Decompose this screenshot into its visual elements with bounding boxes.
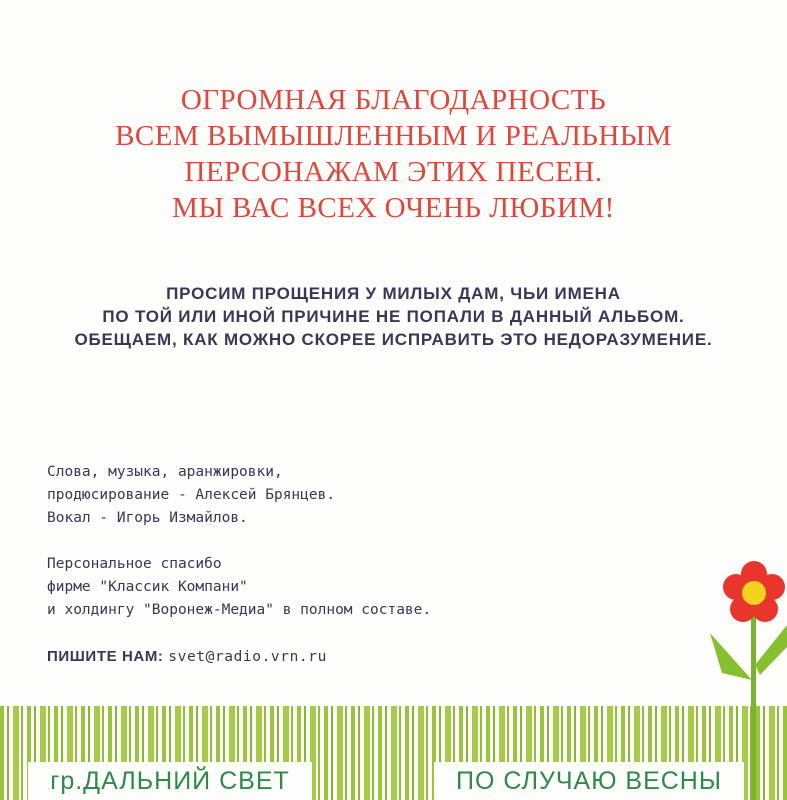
headline-line-2: ВСЕМ ВЫМЫШЛЕННЫМ И РЕАЛЬНЫМ	[115, 120, 672, 152]
band-name: гр.ДАЛЬНИЙ СВЕТ	[50, 766, 290, 795]
apology-line-1: ПРОСИМ ПРОЩЕНИЯ У МИЛЫХ ДАМ, ЧЬИ ИМЕНА	[166, 284, 621, 303]
flower-head	[723, 561, 785, 622]
flower-leaf-right	[755, 625, 787, 675]
apology-line-3: ОБЕЩАЕМ, КАК МОЖНО СКОРЕЕ ИСПРАВИТЬ ЭТО НЕДОРАЗУМЕНИЕ.	[74, 330, 713, 349]
contact-line	[47, 645, 627, 669]
credits-block	[47, 461, 627, 669]
apology-paragraph	[0, 282, 787, 351]
flower-center	[742, 581, 766, 605]
thanks-line-1: Персональное спасибо	[47, 556, 222, 572]
band-name-label	[28, 762, 312, 800]
apology-line-2: ПО ТОЙ ИЛИ ИНОЙ ПРИЧИНЕ НЕ ПОПАЛИ В ДАННЫЙ АЛЬБОМ.	[102, 307, 685, 326]
headline-line-1: ОГРОМНАЯ БЛАГОДАРНОСТЬ	[180, 84, 607, 116]
album-title: ПО СЛУЧАЮ ВЕСНЫ	[455, 766, 722, 795]
credits-line-1: Слова, музыка, аранжировки,	[47, 464, 283, 480]
headline-line-4: МЫ ВАС ВСЕХ ОЧЕНЬ ЛЮБИМ!	[172, 192, 615, 224]
spacer	[47, 530, 627, 553]
flower-leaf-left	[710, 633, 752, 680]
album-title-label	[434, 762, 744, 800]
flower-icon	[700, 555, 787, 800]
gratitude-headline	[0, 82, 787, 226]
credits-line-2: продюсирование - Алексей Брянцев.	[47, 487, 336, 503]
headline-line-3: ПЕРСОНАЖАМ ЭТИХ ПЕСЕН.	[184, 156, 603, 188]
credits-line-3: Вокал - Игорь Измайлов.	[47, 510, 248, 526]
thanks-line-3: и холдингу "Воронеж-Медиа" в полном составе.	[47, 602, 432, 618]
contact-label: ПИШИТЕ НАМ:	[47, 648, 164, 665]
contact-email[interactable]: svet@radio.vrn.ru	[168, 649, 327, 665]
spacer	[47, 622, 627, 645]
flower-stem	[751, 610, 756, 800]
thanks-line-2: фирме "Классик Компани"	[47, 579, 248, 595]
